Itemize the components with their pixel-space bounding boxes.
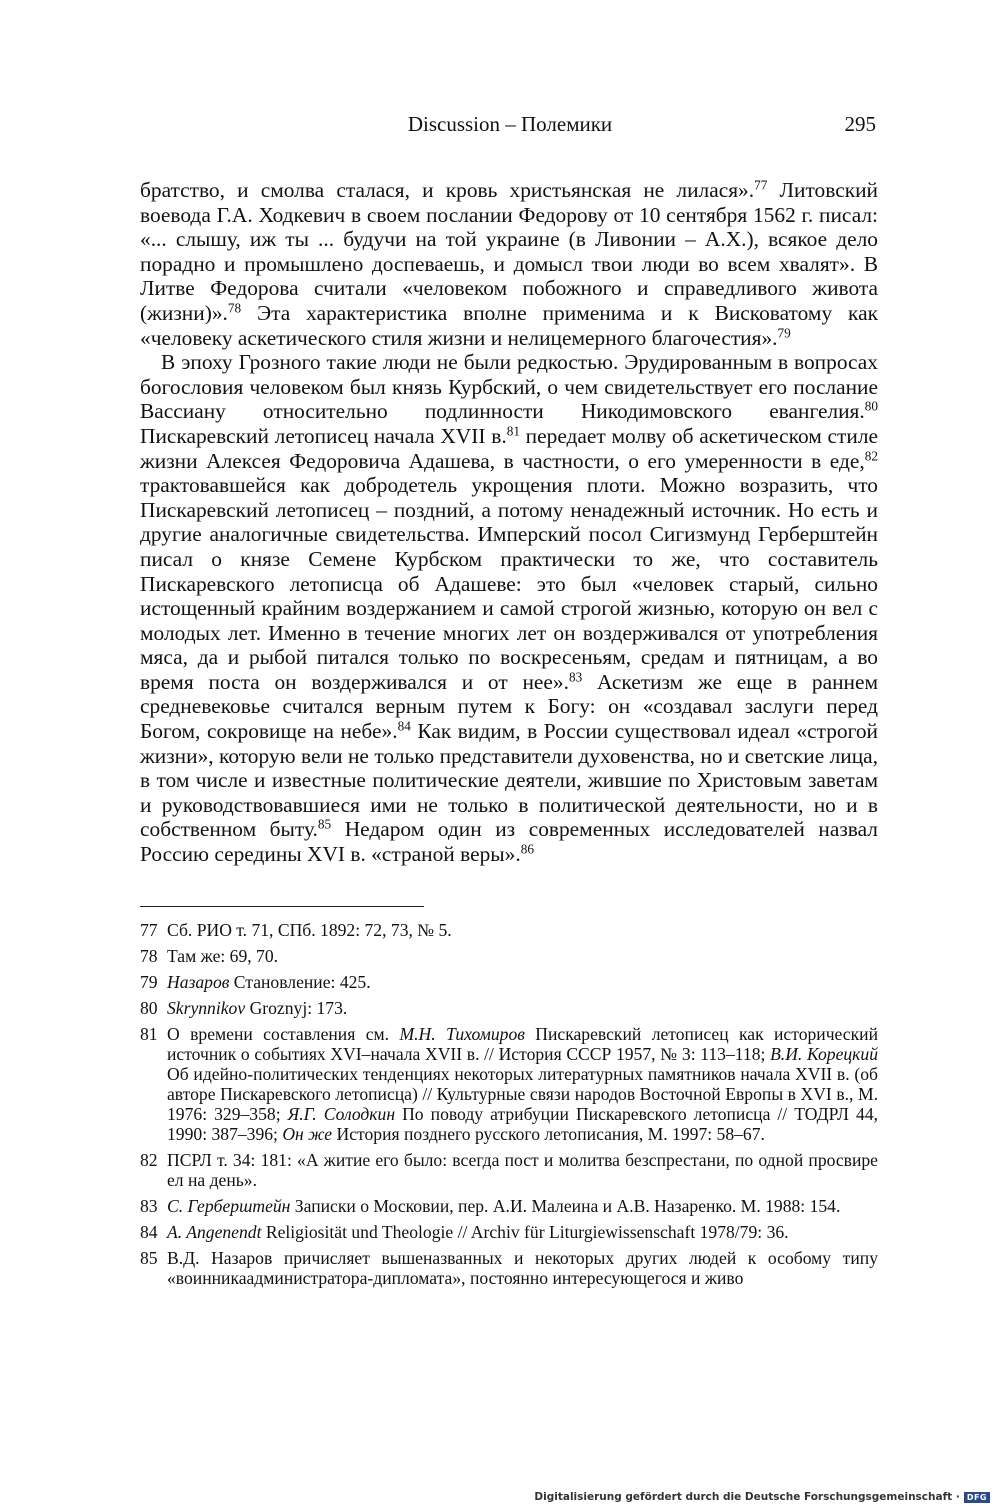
footnote-number: 80	[140, 998, 158, 1018]
footnote-number: 81	[140, 1024, 158, 1044]
footnote-text	[167, 998, 878, 1018]
footnote-separator	[140, 906, 424, 907]
text-span: Записки о Московии, пер. А.И. Малеина и А.В. Назаренко. М. 1988: 154.	[290, 1196, 841, 1216]
footnote-ref-81[interactable]: 81	[506, 423, 520, 439]
footnote-ref-86[interactable]: 86	[520, 841, 534, 857]
paragraph-1	[140, 178, 878, 350]
text-span: Эта характеристика вполне применима и к Висковатому как «человеку аскетического стиля жизни и нелицемерного благочестия».	[140, 300, 878, 350]
footnote-number: 85	[140, 1248, 158, 1268]
page-number: 295	[844, 112, 876, 136]
footnote-text	[167, 1196, 878, 1216]
footnote-83	[140, 1196, 878, 1216]
footnote-text	[167, 1222, 878, 1242]
text-span: трактовавшейся как добродетель укрощения плоти. Можно возразить, что Пискаревский летописец – поздний, а потому ненадежный источник. Но есть и другие аналогичные свидетельства. Имперский посол Сигизмунд Герберштейн писал о князе Семене Курбском практически то же, что составитель Пискаревского летописца об Адашеве: это был «человек старый, сильно истощенный крайним воздержанием и самой строгой жизнью, которую он вел с молодых лет. Именно в течение многих лет он воздерживался от употребления мяса, да и рыбой питался только по воскресеньям, средам и пятницам, а во время поста он воздерживался и от нее».	[140, 473, 878, 694]
footnote-number: 79	[140, 972, 158, 992]
footnote-ref-78[interactable]: 78	[227, 300, 242, 316]
author-name: М.Н. Тихомиров	[399, 1024, 525, 1044]
text-span: Пискаревский летописец как исторический источник о событиях XVI–начала XVII в. // История СССР 1957, № 3: 113–118;	[167, 1024, 878, 1064]
footnote-84	[140, 1222, 878, 1242]
author-name: С. Герберштейн	[167, 1196, 291, 1216]
text-span: передает молву об аскетическом стиле жизни Алексея Федоровича Адашева, в частности, о его умеренности в еде,	[140, 423, 879, 473]
text-span: По поводу атрибуции Пискаревского летописца // ТОДРЛ 44, 1990: 387–396;	[167, 1104, 879, 1144]
footnotes	[140, 920, 878, 1294]
dfg-logo-icon: DFG	[964, 1492, 990, 1503]
footnote-79	[140, 972, 878, 992]
text-span: Groznyj: 173.	[245, 998, 348, 1018]
text-span: Литовский воевода Г.А. Ходкевич в своем послании Федорову от 10 сентября 1562 г. писал: «... слышу, иж ты ... будучи на той украине (в Ливонии – А.Х.), всякое дело порадно и промышлено доспеваешь, и домысл твои люди во всем хвалят». В Литве Федорова считали «человеком побожного и справедливого живота (жизни)».	[140, 178, 878, 325]
footnote-85	[140, 1248, 878, 1288]
footnote-number: 78	[140, 946, 158, 966]
footnote-ref-82[interactable]: 82	[864, 448, 878, 464]
running-header	[140, 112, 880, 146]
author-name: A. Angenendt	[167, 1222, 262, 1242]
footnote-ref-77[interactable]: 77	[754, 177, 768, 193]
footnote-text	[167, 1024, 878, 1144]
footnote-78	[140, 946, 878, 966]
footnote-number: 77	[140, 920, 158, 940]
text-span: братство, и смолва сталася, и кровь христьянская не лилася».	[140, 178, 755, 202]
text-span: Аскетизм же еще в раннем средневековье считался верным путем к Богу: он «создавал заслуги перед Богом, сокровище на небе».	[140, 669, 878, 744]
main-text	[140, 178, 878, 867]
footnote-ref-79[interactable]: 79	[777, 325, 791, 341]
author-name: Я.Г. Солодкин	[287, 1104, 396, 1124]
text-span: Об идейно-политических тенденциях некоторых литературных памятников начала XVII в. (об авторе Пискаревского летописца) // Культурные связи народов Восточной Европы в XVI в., М. 1976: 329–358;	[167, 1064, 878, 1124]
text-span: Religiosität und Theologie // Archiv für Liturgiewissenschaft 1978/79: 36.	[261, 1222, 789, 1242]
text-span: В эпоху Грозного такие люди не были редкостью. Эрудированным в вопросах богословия человеком был князь Курбский, о чем свидетельствует его послание Вассиану относительно подлинности Никодимовского евангелия.	[140, 350, 878, 424]
text-span: Недаром один из современных исследователей назвал Россию середины XVI в. «страной веры».	[140, 817, 878, 867]
footnote-text: Сб. РИО т. 71, СПб. 1892: 72, 73, № 5.	[167, 920, 452, 940]
footnote-80	[140, 998, 878, 1018]
footnote-text: Там же: 69, 70.	[167, 946, 279, 966]
footnote-77	[140, 920, 878, 940]
text-span: О времени составления см.	[167, 1024, 400, 1044]
digitization-footer	[534, 1491, 990, 1503]
footer-text: Digitalisierung gefördert durch die Deutsche Forschungsgemeinschaft ·	[534, 1491, 960, 1503]
footnote-number: 82	[140, 1150, 158, 1170]
running-title: Discussion – Полемики	[407, 112, 613, 136]
author-name: В.И. Корецкий	[770, 1044, 879, 1064]
footnote-text: ПСРЛ т. 34: 181: «А житие его было: всегда пост и молитва безспрестани, по одной просвире ел на день».	[167, 1150, 878, 1190]
footnote-82	[140, 1150, 878, 1190]
text-span: Пискаревский летописец начала XVII в.	[140, 423, 507, 448]
footnote-ref-80[interactable]: 80	[864, 399, 878, 415]
footnote-ref-83[interactable]: 83	[568, 669, 583, 685]
paragraph-2	[140, 350, 878, 866]
footnote-ref-84[interactable]: 84	[397, 718, 411, 734]
text-span: Становление: 425.	[229, 972, 371, 992]
footnote-ref-85[interactable]: 85	[317, 817, 332, 833]
footnote-number: 84	[140, 1222, 158, 1242]
text-span: Как видим, в России существовал идеал «строгой жизни», которую вели не только представители духовенства, но и светские лица, в том числе и известные политические деятели, жившие по Христовым заветам и руководствовавшиеся ими не только в политической деятельности, но и в собственном быту.	[140, 719, 878, 842]
text-span: История позднего русского летописания, М. 1997: 58–67.	[332, 1124, 765, 1144]
author-name: Назаров	[167, 972, 230, 992]
footnote-text	[167, 972, 878, 992]
author-name: Skrynnikov	[167, 998, 246, 1018]
footnote-81	[140, 1024, 878, 1144]
author-name: Он же	[282, 1124, 333, 1144]
footnote-number: 83	[140, 1196, 158, 1216]
footnote-text: В.Д. Назаров причисляет вышеназванных и некоторых других людей к особому типу «воинникаадминистратора-дипломата», постоянно интересующегося и живо	[167, 1248, 878, 1288]
